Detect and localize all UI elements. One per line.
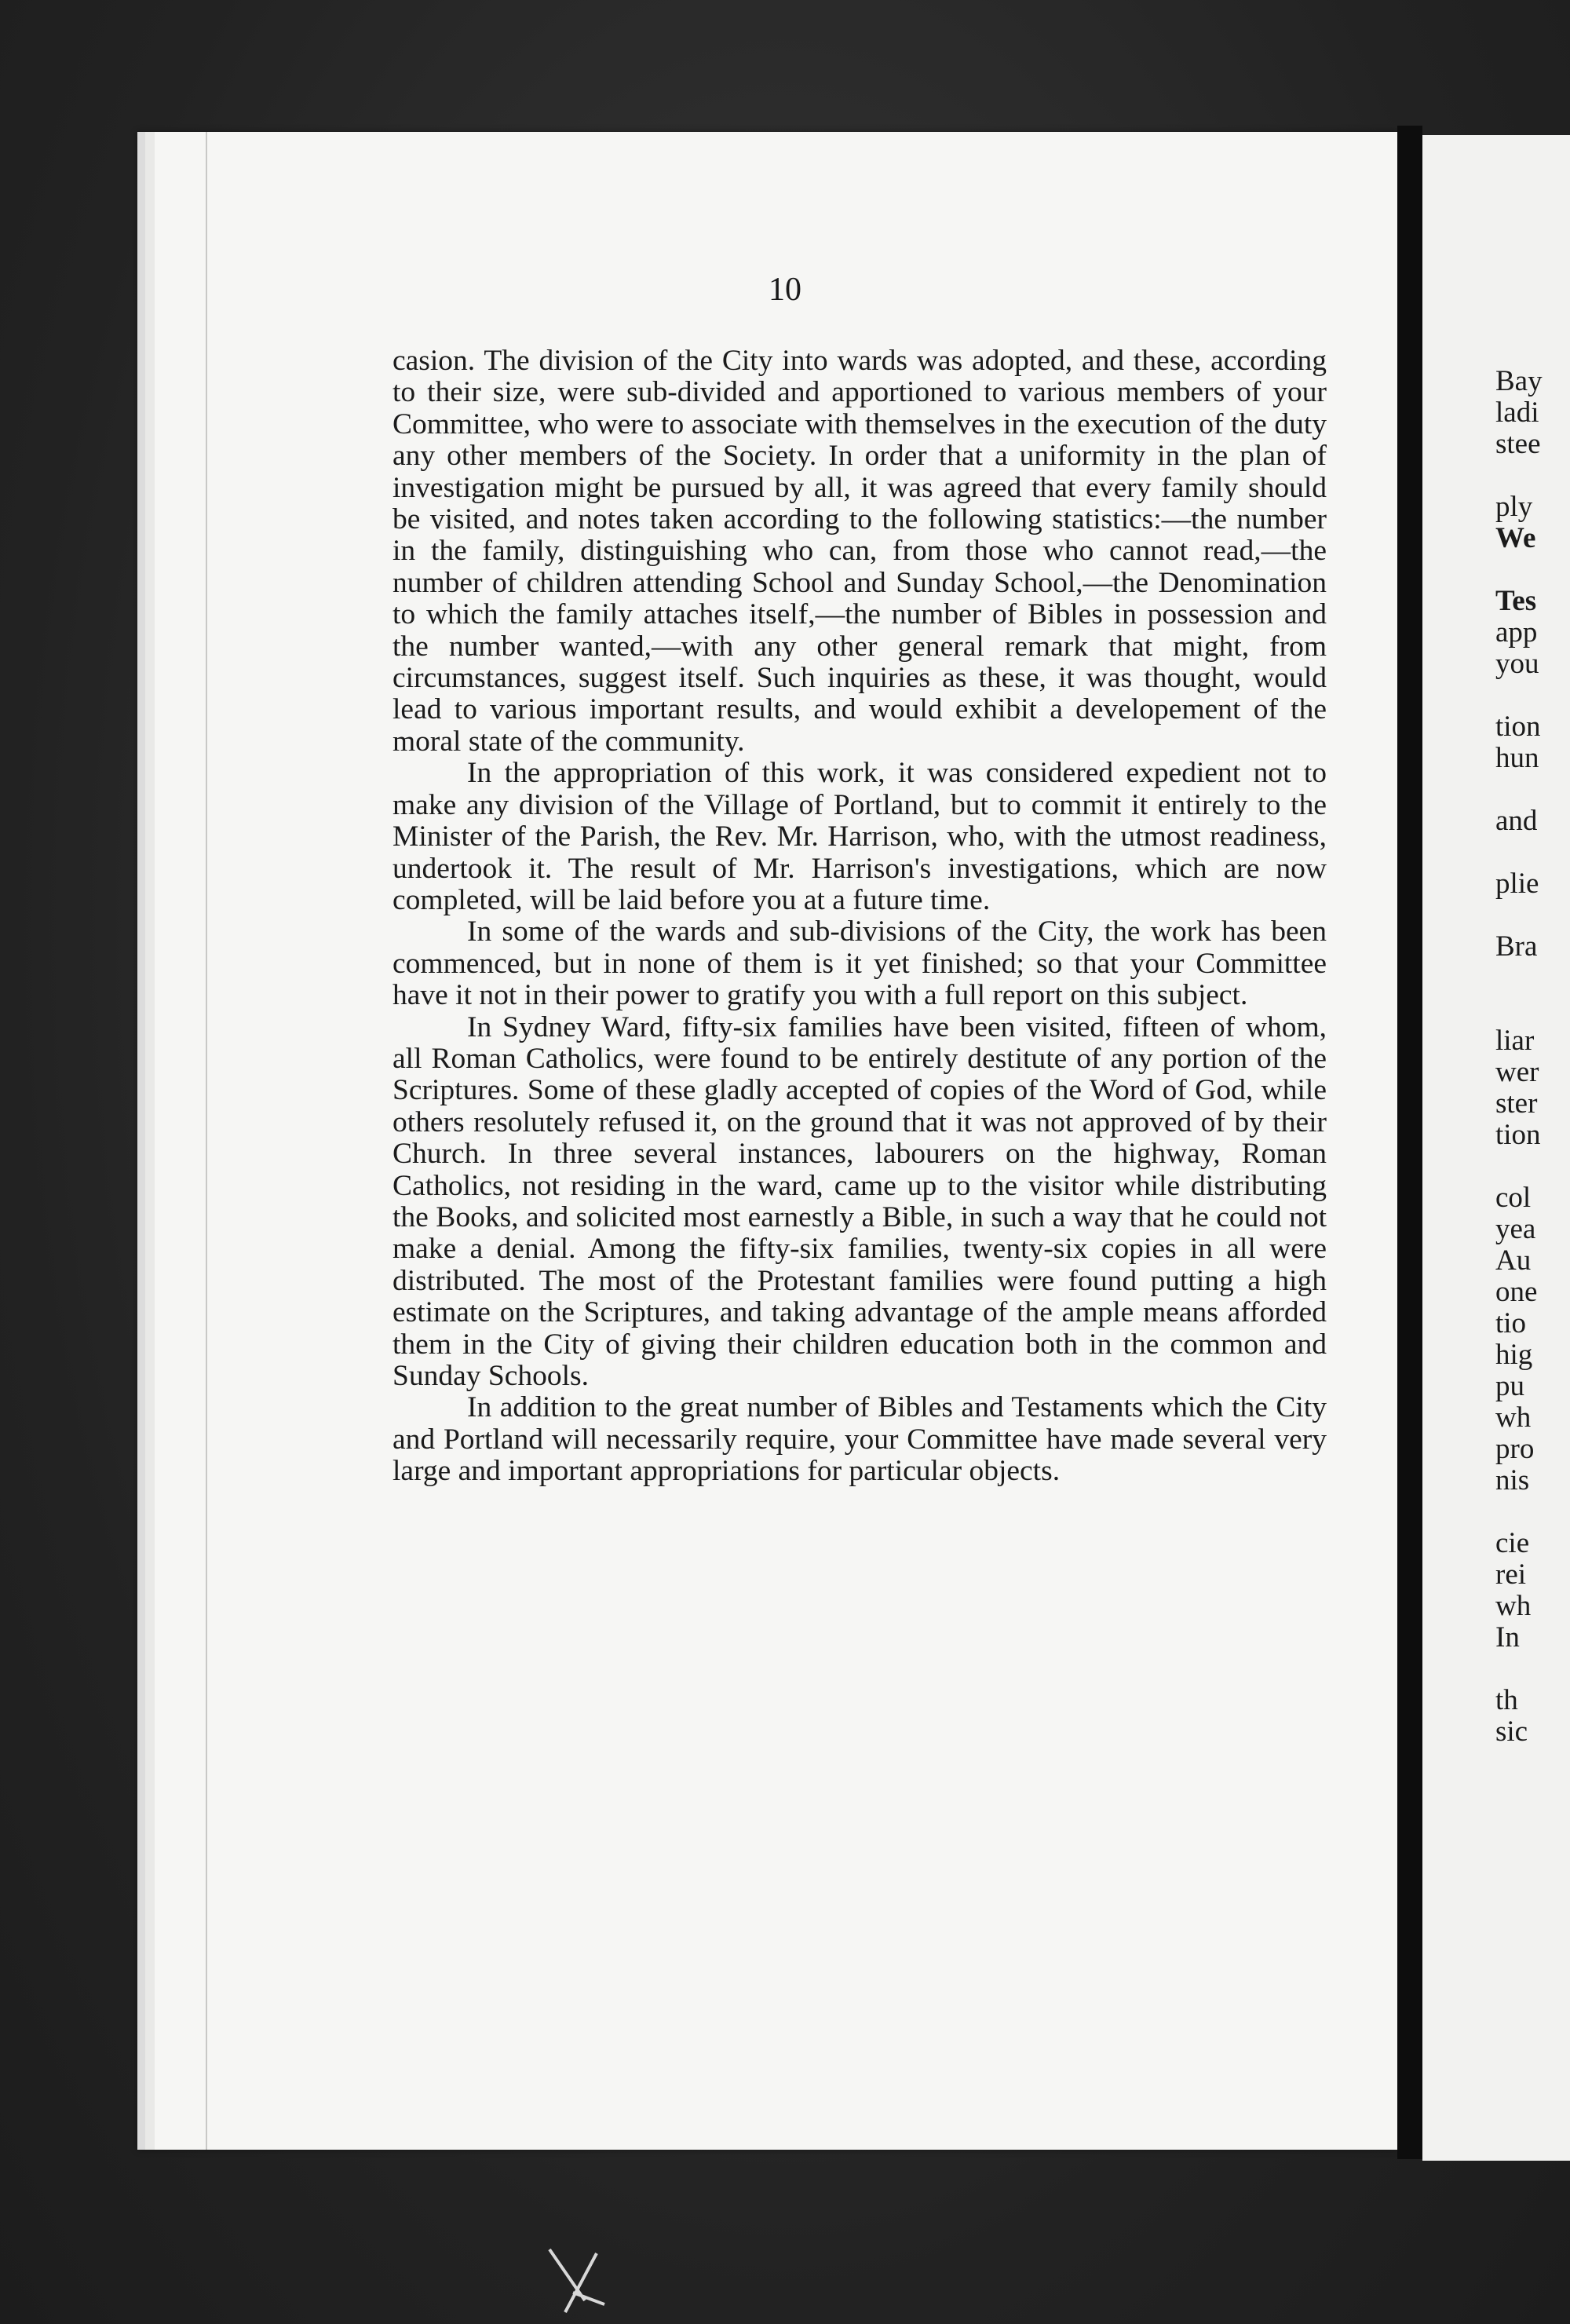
- fragment-line: [1495, 680, 1570, 711]
- fragment-line: sic: [1495, 1716, 1528, 1748]
- scan-artifact-mark: [542, 2245, 612, 2316]
- fragment-line: tion: [1495, 1119, 1541, 1151]
- fragment-line: pro: [1495, 1433, 1535, 1465]
- paragraph: In addition to the great number of Bibles and Testaments which the City and Portland will necessarily require, your Committee have made several very large and important appropriations for particular objects.: [392, 1391, 1327, 1488]
- paragraph: casion. The division of the City into wards was adopted, and these, according to their size, were sub-divided and apportioned to various members of your Committee, who were to associate with themselves in the execution of the duty any other members of the Society. In order that a uniformity in the plan of investigation might be pursued by all, it was agreed that every family should be visited, and notes taken according to the following statistics:—the number in the family, distinguishing who can, from those who cannot read,—the number of children attending School and Sunday School,—the Denomination to which the family attaches itself,—the number of Bibles in possession and the number wanted,—with any other general remark that might, from circumstances, suggest itself. Such inquiries as these, it was thought, would lead to various important results, and would exhibit a developement of the moral state of the community.: [392, 345, 1327, 758]
- fragment-line: [1495, 774, 1570, 806]
- fragment-line: Bra: [1495, 930, 1538, 963]
- fragment-line: th: [1495, 1684, 1518, 1716]
- paragraph: In Sydney Ward, fifty-six families have been visited, fifteen of whom, all Roman Catholics, were found to be entirely destitute of any portion of the Scriptures. Some of these gladly accepted of copies of the Word of God, while others resolutely refused it, on the ground that it was not approved of by their Church. In three several instances, labourers on the highway, Roman Catholics, not residing in the ward, came up to the visitor while distributing the Books, and solicited most earnestly a Bible, in such a way that he could not make a denial. Among the fifty-six families, twenty-six copies in all were distributed. The most of the Protestant families were found putting a high estimate on the Scriptures, and taking advantage of the ample means afforded them in the City of giving their children education both in the common and Sunday Schools.: [392, 1010, 1327, 1392]
- fragment-line: Bay: [1495, 365, 1543, 397]
- paragraph: In some of the wards and sub-divisions of the City, the work has been commenced, but in none of them is it yet finished; so that your Committee have it not in their power to gratify you with a full report on this subject.: [392, 915, 1327, 1012]
- fragment-line: ladi: [1495, 396, 1539, 429]
- fragment-line: yea: [1495, 1213, 1536, 1245]
- fragment-line: ster: [1495, 1087, 1538, 1120]
- fragment-line: tio: [1495, 1307, 1527, 1339]
- page-number: 10: [769, 272, 801, 308]
- fragment-line: [1495, 1496, 1570, 1528]
- fragment-line: you: [1495, 648, 1539, 680]
- fragment-line: [1495, 1151, 1570, 1182]
- fragment-line: [1495, 837, 1570, 868]
- fragment-line: [1495, 1653, 1570, 1685]
- fragment-line: We: [1495, 522, 1536, 554]
- right-page-text-fragments: [1495, 366, 1570, 1748]
- fragment-line: [1495, 460, 1570, 491]
- fragment-line: Au: [1495, 1244, 1532, 1277]
- fragment-line: wh: [1495, 1401, 1532, 1434]
- fragment-line: stee: [1495, 428, 1541, 460]
- fragment-line: [1495, 900, 1570, 931]
- fragment-line: ply: [1495, 491, 1533, 523]
- fragment-line: pu: [1495, 1370, 1524, 1402]
- fragment-line: plie: [1495, 868, 1539, 900]
- fragment-line: [1495, 994, 1570, 1025]
- fragment-line: nis: [1495, 1464, 1530, 1496]
- fragment-line: wer: [1495, 1056, 1539, 1088]
- fragment-line: [1495, 963, 1570, 994]
- fragment-line: and: [1495, 805, 1538, 837]
- fragment-line: wh: [1495, 1590, 1532, 1622]
- fragment-line: In: [1495, 1621, 1520, 1653]
- body-text: [392, 345, 1327, 1488]
- fragment-line: rei: [1495, 1558, 1527, 1591]
- fragment-line: [1495, 554, 1570, 586]
- fragment-line: one: [1495, 1276, 1538, 1308]
- fragment-line: col: [1495, 1182, 1532, 1214]
- fragment-line: Tes: [1495, 585, 1537, 617]
- page-edge-line: [206, 132, 207, 2150]
- paragraph: In the appropriation of this work, it was considered expedient not to make any division of the Village of Portland, but to commit it entirely to the Minister of the Parish, the Rev. Mr. Harrison, who, with the utmost readiness, undertook it. The result of Mr. Harrison's investigations, which are now completed, will be laid before you at a future time.: [392, 757, 1327, 916]
- fragment-line: app: [1495, 616, 1538, 649]
- fragment-line: cie: [1495, 1527, 1530, 1559]
- fragment-line: hig: [1495, 1339, 1533, 1371]
- fragment-line: hun: [1495, 742, 1539, 774]
- fragment-line: liar: [1495, 1025, 1535, 1057]
- fragment-line: tion: [1495, 711, 1541, 743]
- book-gutter: [1397, 126, 1422, 2159]
